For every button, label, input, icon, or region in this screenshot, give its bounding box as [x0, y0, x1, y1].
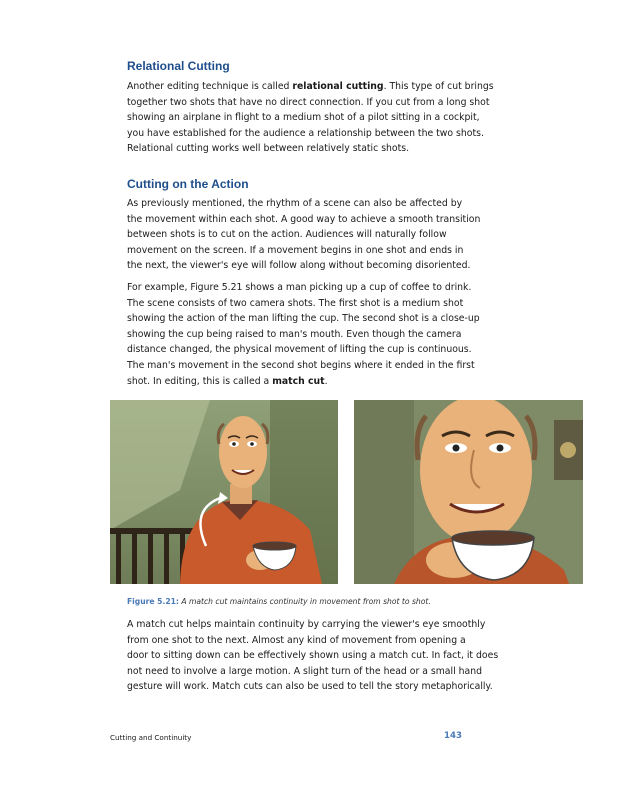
text-line — [127, 633, 467, 649]
heading-relational-cutting: Relational Cutting — [127, 59, 230, 73]
figure-closeup-shot — [354, 400, 583, 584]
text-line — [127, 196, 467, 212]
text-run: . — [324, 375, 328, 387]
text-run: The scene consists of two camera shots. The first shot is a medium shot — [127, 297, 464, 309]
paragraph-relational-cutting — [127, 79, 494, 157]
text-run: Another editing technique is called — [127, 81, 293, 92]
text-run: between shots is to cut on the action. Audiences will naturally follow — [127, 229, 447, 241]
text-run: from one shot to the next. Almost any kind of movement from opening a — [127, 634, 466, 646]
text-line — [127, 212, 481, 228]
text-line — [127, 126, 484, 142]
text-line — [127, 227, 467, 243]
bold-term: relational cutting — [292, 81, 384, 92]
bold-term: match cut — [272, 375, 325, 387]
paragraph-cutting-on-action — [127, 196, 481, 274]
text-line — [127, 110, 480, 126]
text-run: showing the action of the man lifting the cup. The second shot is a close-up — [127, 313, 480, 325]
text-run: the next, the viewer's eye will follow along without becoming disoriented. — [127, 260, 471, 272]
paragraph-match-cut — [127, 617, 499, 695]
text-line — [127, 79, 494, 95]
text-run: distance changed, the physical movement of lifting the cup is continuous. — [127, 344, 472, 356]
text-run: door to sitting down can be effectively shown using a match cut. In fact, it does — [127, 650, 499, 662]
figure-label: Figure 5.21: — [127, 597, 179, 606]
text-run: For example, Figure 5.21 shows a man picking up a cup of coffee to drink. — [127, 282, 472, 293]
figure-medium-shot — [110, 400, 338, 584]
text-run: showing the cup being raised to man's mouth. Even though the camera — [127, 328, 462, 340]
text-line — [127, 374, 467, 390]
text-line — [127, 664, 482, 680]
text-run: gesture will work. Match cuts can also be used to tell the story metaphorically. — [127, 681, 493, 693]
text-run: together two shots that have no direct connection. If you cut from a long shot — [127, 96, 490, 108]
text-line — [127, 296, 467, 312]
closeup-shot-illustration — [354, 400, 583, 584]
text-line — [127, 679, 493, 695]
text-run: Relational cutting works well between relatively static shots. — [127, 143, 410, 155]
text-line — [127, 243, 467, 259]
page-number: 143 — [444, 731, 462, 741]
text-line — [127, 342, 472, 358]
text-run: The man's movement in the second shot begins where it ended in the first — [127, 359, 475, 371]
text-line — [127, 617, 486, 633]
figure-caption-text: A match cut maintains continuity in movement from shot to shot. — [178, 597, 431, 606]
running-footer-chapter: Cutting and Continuity — [110, 733, 192, 742]
paragraph-coffee-example — [127, 280, 480, 389]
text-run: movement on the screen. If a movement begins in one shot and ends in — [127, 244, 464, 256]
text-run: you have established for the audience a relationship between the two shots. — [127, 127, 484, 139]
text-line — [127, 327, 467, 343]
text-run: shot. In editing, this is called a — [127, 375, 273, 387]
text-line — [127, 358, 475, 374]
text-run: showing an airplane in flight to a medium shot of a pilot sitting in a cockpit, — [127, 112, 480, 124]
text-run: As previously mentioned, the rhythm of a scene can also be affected by — [127, 198, 463, 209]
text-run: . This type of cut brings — [383, 81, 494, 92]
medium-shot-illustration — [110, 400, 338, 584]
text-line — [127, 95, 490, 111]
figure-caption — [127, 597, 431, 606]
text-run: A match cut helps maintain continuity by carrying the viewer's eye smoothly — [127, 619, 486, 630]
heading-cutting-on-action: Cutting on the Action — [127, 177, 249, 191]
text-line — [127, 141, 467, 157]
text-line — [127, 258, 471, 274]
text-run: not need to involve a large motion. A slight turn of the head or a small hand — [127, 665, 482, 677]
text-run: the movement within each shot. A good way to achieve a smooth transition — [127, 213, 481, 225]
text-line — [127, 280, 472, 296]
text-line — [127, 311, 480, 327]
text-line — [127, 648, 499, 664]
